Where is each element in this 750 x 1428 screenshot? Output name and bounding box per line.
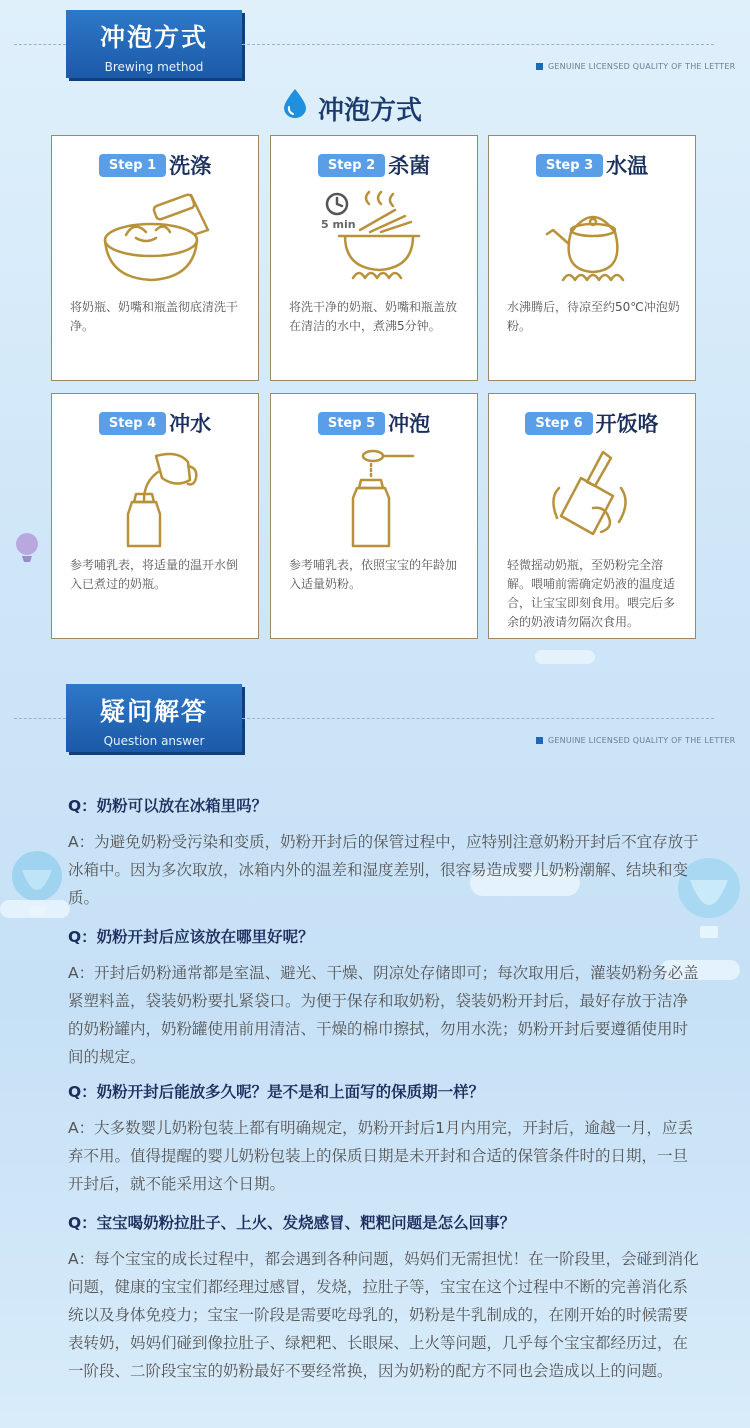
qa-item-1 [68, 794, 700, 912]
licensed-text: GENUINE LICENSED QUALITY OF THE LETTER [548, 62, 736, 71]
answer: A：大多数婴儿奶粉包装上都有明确规定，奶粉开封后1月内用完，开封后，逾越一月，应丢弃不用。值得提醒的婴儿奶粉包装上的保质日期是未开封和合适的保管条件时的日期，一旦开封后，就不能采用这个日期。 [68, 1119, 693, 1193]
step-description: 参考哺乳表，将适量的温开水倒入已煮过的奶瓶。 [70, 558, 239, 591]
section-title: 疑问解答 [99, 697, 208, 726]
section-title-box [66, 10, 242, 78]
water-drop-icon [282, 88, 308, 118]
step-card-1 [51, 135, 259, 381]
section-title-box [66, 684, 242, 752]
step-description: 参考哺乳表，依照宝宝的年龄加入适量奶粉。 [289, 558, 458, 591]
answer: A：开封后奶粉通常都是室温、避光、干燥、阴凉处存储即可；每次取用后，灌装奶粉务必盖紧塑料盖，袋装奶粉要扎紧袋口。为便于保存和取奶粉，袋装奶粉开封后，最好存放于洁净的奶粉罐内，奶粉罐使用前用清洁、干燥的棉巾擦拭，勿用水洗；奶粉开封后要遵循使用时间的规定。 [68, 964, 699, 1066]
qa-item-2 [68, 925, 700, 1071]
step-name: 开饭咯 [595, 412, 659, 436]
cloud-decoration [0, 900, 70, 918]
qa-item-4 [68, 1211, 700, 1385]
step-badge: Step 6 [525, 412, 592, 435]
step-badge: Step 5 [318, 412, 385, 435]
answer: A：每个宝宝的成长过程中，都会遇到各种问题，妈妈们无需担忧！在一阶段里，会碰到消化问题，健康的宝宝们都经理过感冒，发烧，拉肚子等，宝宝在这个过程中不断的完善消化系统以及身体免疫力；宝宝一阶段是需要吃母乳的，奶粉是牛乳制成的，在刚开始的时候需要表转奶，妈妈们碰到像拉肚子、绿粑粑、长眼屎、上火等问题，几乎每个宝宝都经历过，在一阶段、二阶段宝宝的奶粉最好不要经常换，因为奶粉的配方不同也会造成以上的问题。 [68, 1250, 699, 1380]
section-title: 冲泡方式 [99, 23, 208, 52]
divider [242, 718, 714, 719]
balloon-icon [14, 532, 40, 566]
step-card-4 [51, 393, 259, 639]
step-card-5 [270, 393, 478, 639]
step-name: 水温 [606, 154, 649, 178]
cloud-decoration [535, 650, 595, 664]
pouring-water-icon [96, 448, 216, 548]
brewing-section-header [0, 10, 750, 80]
step-card-3 [488, 135, 696, 381]
question: Q：奶粉可以放在冰箱里吗？ [68, 797, 268, 815]
licensed-text: GENUINE LICENSED QUALITY OF THE LETTER [548, 736, 736, 745]
qa-item-3 [68, 1080, 700, 1198]
washing-bowl-icon [96, 190, 216, 290]
adding-powder-icon [315, 448, 435, 548]
licensed-tagline [536, 62, 735, 71]
divider [14, 718, 66, 719]
square-icon [536, 737, 543, 744]
answer: A：为避免奶粉受污染和变质，奶粉开封后的保管过程中，应特别注意奶粉开封后不宜存放于冰箱中。因为多次取放，冰箱内外的温差和湿度差别，很容易造成婴儿奶粉潮解、结块和变质。 [68, 833, 699, 907]
kettle-icon [533, 190, 653, 290]
step-name: 冲水 [169, 412, 212, 436]
step-card-2 [270, 135, 478, 381]
step-badge: Step 4 [99, 412, 166, 435]
step-description: 轻微摇动奶瓶，至奶粉完全溶解。喂哺前需确定奶液的温度适合，让宝宝即刻食用。喂完后多余的奶液请勿隔次食用。 [507, 558, 676, 629]
square-icon [536, 63, 543, 70]
step-description: 将洗干净的奶瓶、奶嘴和瓶盖放在清洁的水中，煮沸5分钟。 [289, 300, 458, 333]
divider [14, 44, 66, 45]
step-description: 水沸腾后，待凉至约50℃冲泡奶粉。 [507, 300, 680, 333]
question: Q：宝宝喝奶粉拉肚子、上火、发烧感冒、粑粑问题是怎么回事？ [68, 1214, 516, 1232]
section-subtitle: Question answer [103, 734, 205, 748]
question: Q：奶粉开封后能放多久呢？是不是和上面写的保质期一样？ [68, 1083, 485, 1101]
section-subtitle: Brewing method [104, 60, 204, 74]
brew-heading-text: 冲泡方式 [318, 96, 423, 126]
step-card-6 [488, 393, 696, 639]
step-badge: Step 1 [99, 154, 166, 177]
boiling-pot-icon [315, 190, 435, 290]
step-name: 洗涤 [169, 154, 212, 178]
shaking-bottle-icon [533, 448, 653, 548]
divider [242, 44, 714, 45]
licensed-tagline [536, 736, 735, 745]
step-badge: Step 3 [536, 154, 603, 177]
timer-label: 5 min [321, 218, 356, 231]
step-name: 冲泡 [388, 412, 431, 436]
brew-heading [270, 84, 470, 124]
question: Q：奶粉开封后应该放在哪里好呢？ [68, 928, 314, 946]
qa-section-header [0, 684, 750, 754]
step-badge: Step 2 [318, 154, 385, 177]
step-description: 将奶瓶、奶嘴和瓶盖彻底清洗干净。 [70, 300, 239, 333]
step-name: 杀菌 [388, 154, 431, 178]
